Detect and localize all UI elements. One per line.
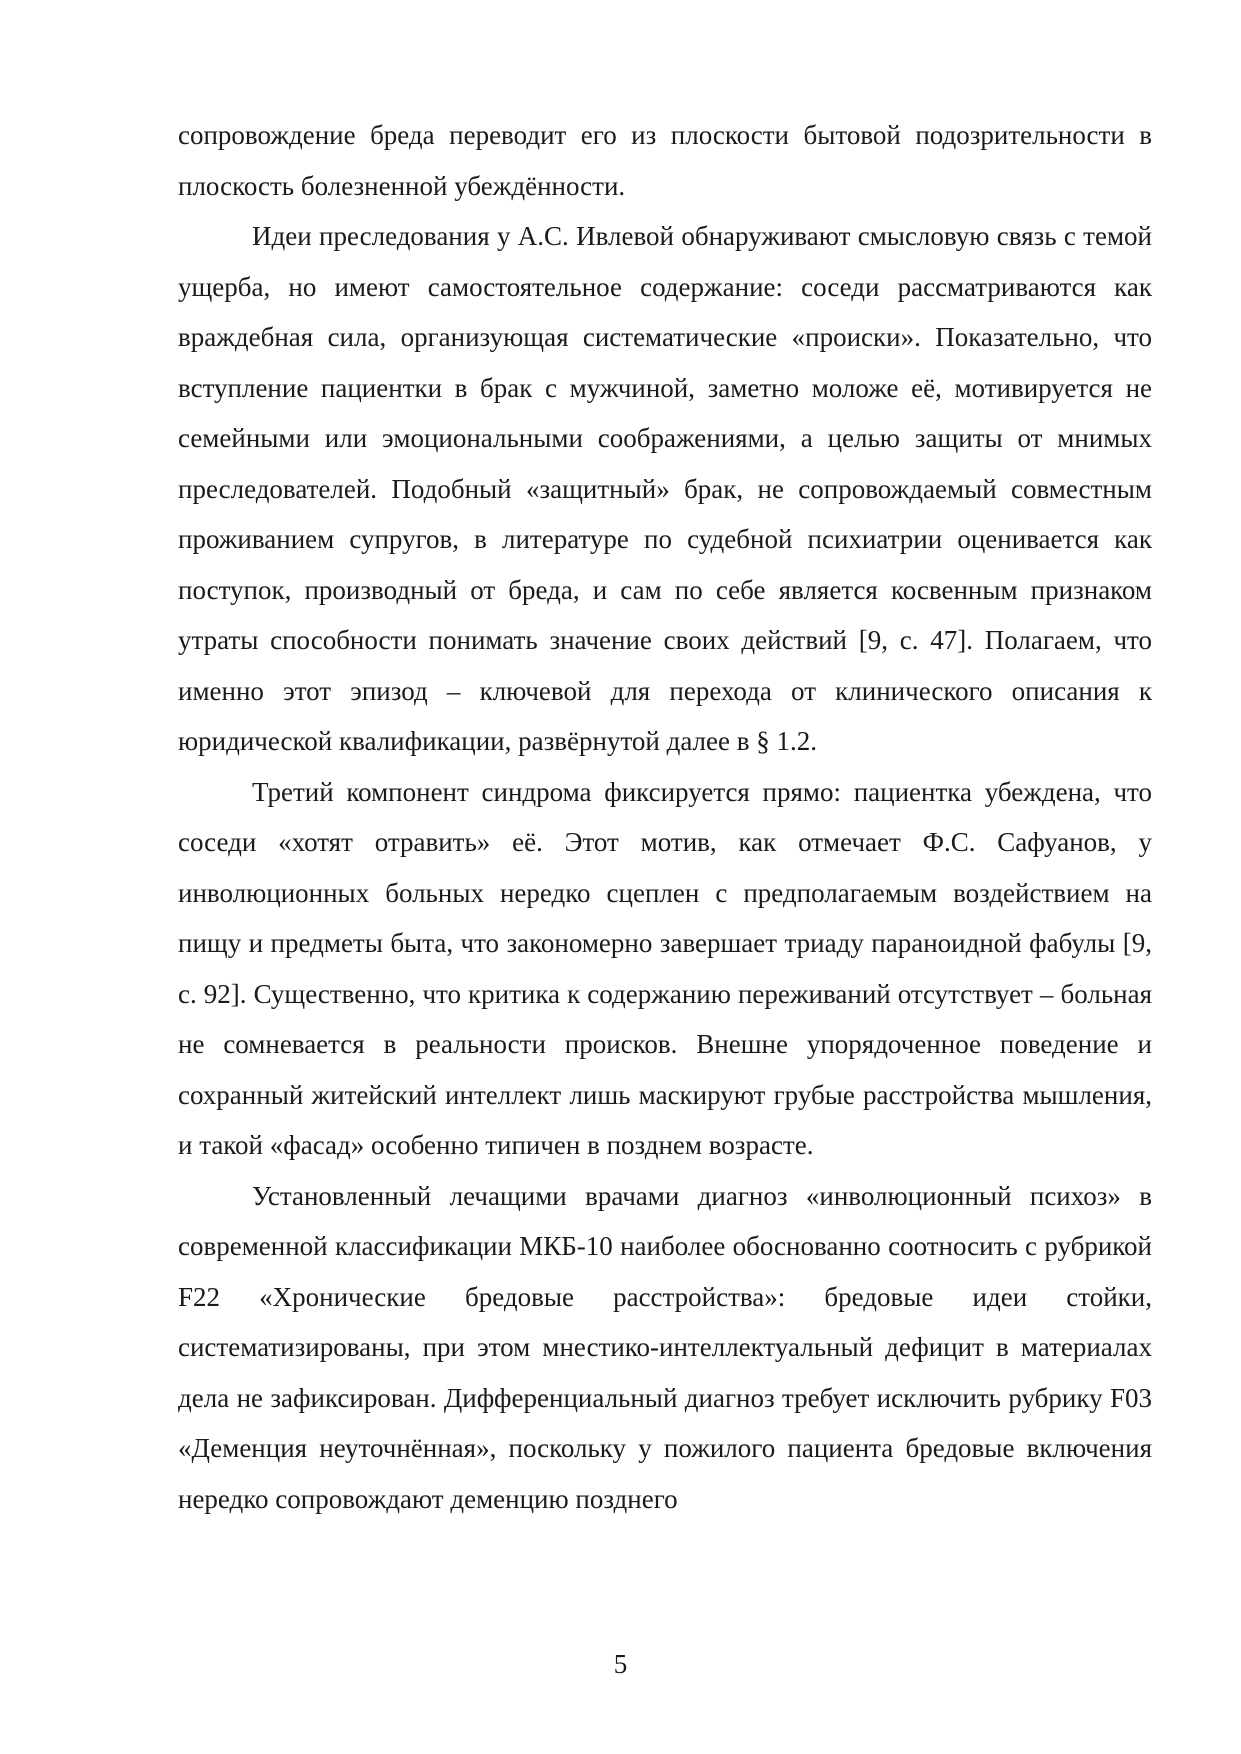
text-body	[178, 110, 1152, 1524]
paragraph-continuation: сопровождение бреда переводит его из плоскости бытовой подозрительности в плоскость болезненной убеждённости.	[178, 120, 1152, 201]
paragraph-third-component: Третий компонент синдрома фиксируется прямо: пациентка убеждена, что соседи «хотят отравить» её. Этот мотив, как отмечает Ф.С. Сафуанов, у инволюционных больных нередко сцеплен с предполагаемым воздействием на пищу и предметы быта, что закономерно завершает триаду параноидной фабулы [9, с. 92]. Существенно, что критика к содержанию переживаний отсутствует – больная не сомневается в реальности происков. Внешне упорядоченное поведение и сохранный житейский интеллект лишь маскируют грубые расстройства мышления, и такой «фасад» особенно типичен в позднем возрасте.	[178, 776, 1152, 1160]
paragraph-persecution-ideas: Идеи преследования у А.С. Ивлевой обнаруживают смысловую связь с темой ущерба, но имеют самостоятельное содержание: соседи рассматриваются как враждебная сила, организующая систематические «происки». Показательно, что вступление пациентки в брак с мужчиной, заметно моложе её, мотивируется не семейными или эмоциональными соображениями, а целью защиты от мнимых преследователей. Подобный «защитный» брак, не сопровождаемый совместным проживанием супругов, в литературе по судебной психиатрии оценивается как поступок, производный от бреда, и сам по себе является косвенным признаком утраты способности понимать значение своих действий [9, с. 47]. Полагаем, что именно этот эпизод – ключевой для перехода от клинического описания к юридической квалификации, развёрнутой далее в § 1.2.	[178, 221, 1152, 756]
paragraph-diagnosis: Установленный лечащими врачами диагноз «инволюционный психоз» в современной классификации МКБ-10 наиболее обоснованно соотносить с рубрикой F22 «Хронические бредовые расстройства»: бредовые идеи стойки, систематизированы, при этом мнестико-интеллектуальный дефицит в материалах дела не зафиксирован. Дифференциальный диагноз требует исключить рубрику F03 «Деменция неуточнённая», поскольку у пожилого пациента бредовые включения нередко сопровождают деменцию позднего	[178, 1180, 1152, 1514]
page-number: 5	[613, 1649, 628, 1679]
